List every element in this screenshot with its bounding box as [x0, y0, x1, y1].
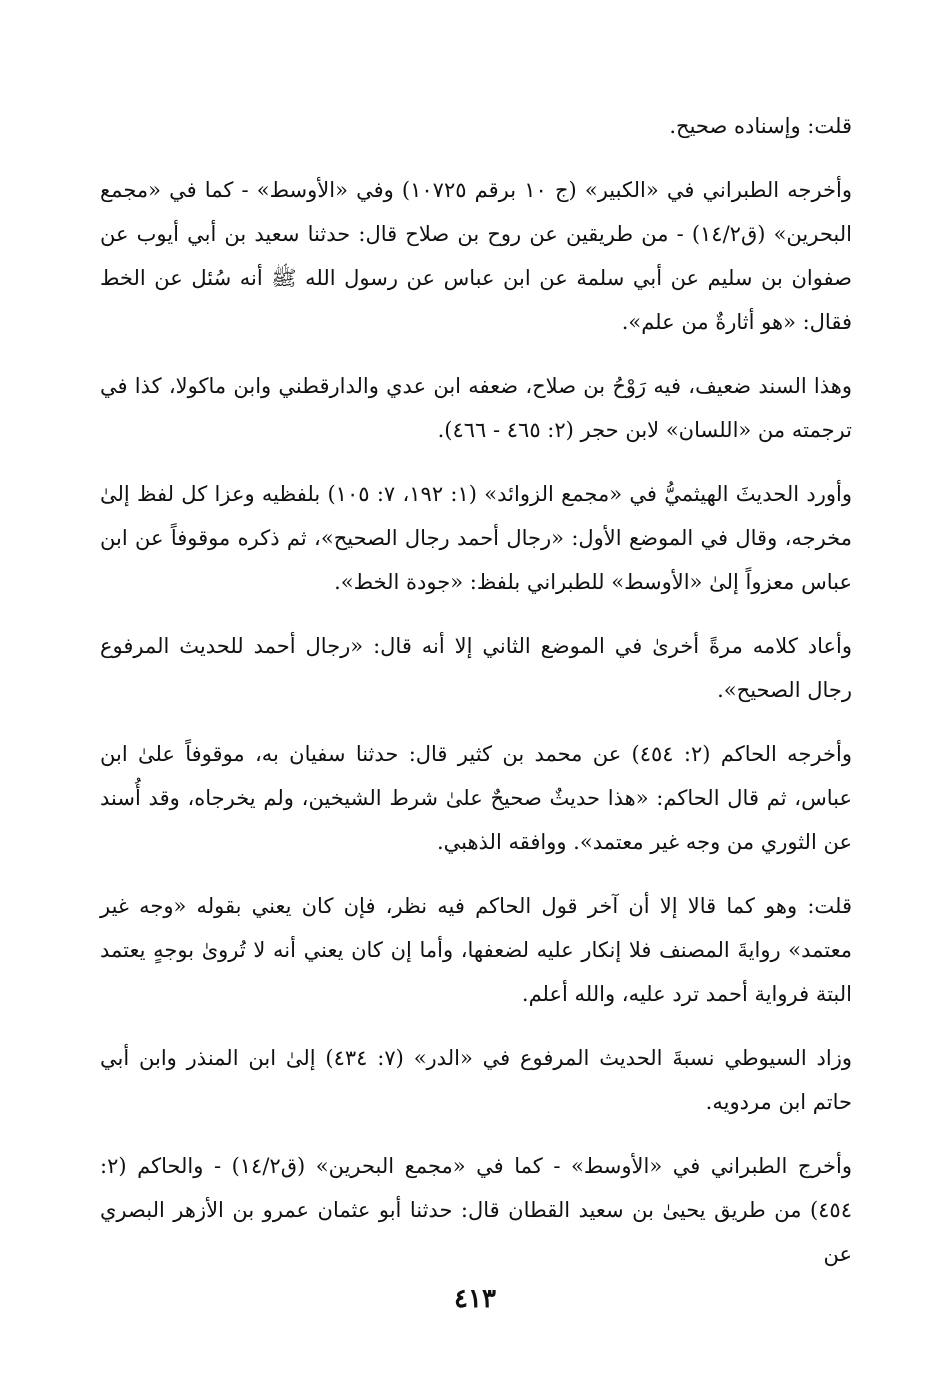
paragraph-6: وأخرجه الحاكم (٢: ٤٥٤) عن محمد بن كثير قال: حدثنا سفيان به، موقوفاً علىٰ ابن عباس، ثم قال الحاكم: «هذا حديثٌ صحيحٌ علىٰ شرط الشيخين، ولم يخرجاه، وقد أُسند عن الثوري من وجه غير معتمد». ووافقه الذهبي. [100, 742, 852, 854]
paragraph-2: وأخرجه الطبراني في «الكبير» (ج ١٠ برقم ١٠٧٢٥) وفي «الأوسط» - كما في «مجمع البحرين» (ق١٤/٢) - من طريقين عن روح بن صلاح قال: حدثنا سعيد بن أبي أيوب عن صفوان بن سليم عن أبي سلمة عن ابن عباس عن رسول الله ﷺ أنه سُئل عن الخط فقال: «هو أثارةٌ من علم». [100, 178, 853, 334]
paragraph-3: وهذا السند ضعيف، فيه رَوْحُ بن صلاح، ضعفه ابن عدي والدارقطني وابن ماكولا، كذا في ترجمته من «اللسان» لابن حجر (٢: ٤٦٥ - ٤٦٦). [100, 374, 852, 442]
page-number: ٤١٣ [454, 1284, 496, 1314]
body-text [100, 104, 852, 1296]
paragraph-8: وزاد السيوطي نسبةَ الحديث المرفوع في «الدر» (٧: ٤٣٤) إلىٰ ابن المنذر وابن أبي حاتم ابن مردويه. [100, 1046, 852, 1114]
paragraph-9: وأخرج الطبراني في «الأوسط» - كما في «مجمع البحرين» (ق١٤/٢) - والحاكم (٢: ٤٥٤) من طريق يحيىٰ بن سعيد القطان قال: حدثنا أبو عثمان عمرو بن الأزهر البصري عن [100, 1154, 853, 1266]
paragraph-1: قلت: وإسناده صحيح. [669, 114, 852, 138]
paragraph-4: وأورد الحديثَ الهيثميُّ في «مجمع الزوائد» (١: ١٩٢، ٧: ١٠٥) بلفظيه وعزا كل لفظ إلىٰ مخرجه، وقال في الموضع الأول: «رجال أحمد رجال الصحيح»، ثم ذكره موقوفاً عن ابن عباس معزواً إلىٰ «الأوسط» للطبراني بلفظ: «جودة الخط». [100, 482, 852, 594]
paragraph-7: قلت: وهو كما قالا إلا أن آخر قول الحاكم فيه نظر، فإن كان يعني بقوله «وجه غير معتمد» روايةَ المصنف فلا إنكار عليه لضعفها، وأما إن كان يعني أنه لا تُروىٰ بوجهٍ يعتمد البتة فرواية أحمد ترد عليه، والله أعلم. [100, 894, 852, 1006]
paragraph-5: وأعاد كلامه مرةً أخرىٰ في الموضع الثاني إلا أنه قال: «رجال أحمد للحديث المرفوع رجال الصحيح». [100, 634, 853, 702]
